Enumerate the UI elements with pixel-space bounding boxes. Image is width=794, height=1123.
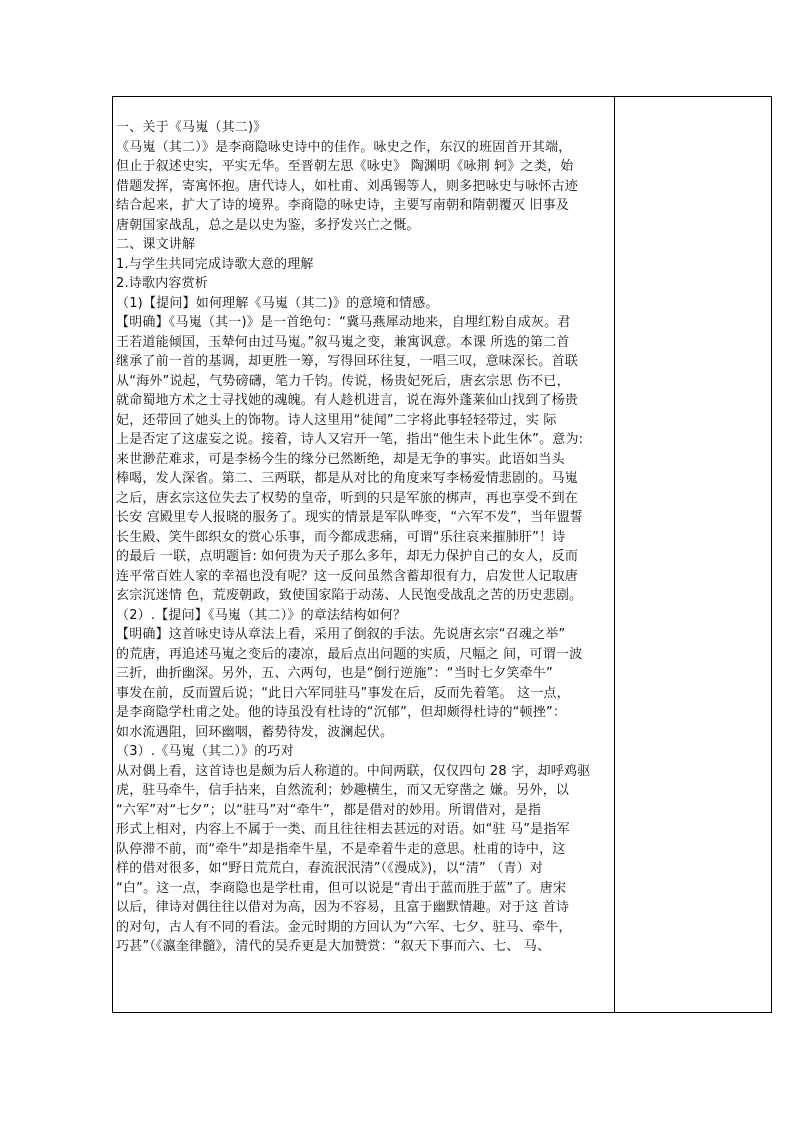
text-line: 1.与学生共同完成诗歌大意的理解 [116,256,314,272]
text-line: 棒喝，发人深省。第二、三两联，都是从对比的角度来写李杨爱情悲剧的。马嵬 [116,471,579,486]
text-line: 但止于叙述史实，平实无华。至晋朝左思《咏史》 陶渊明《咏荆 轲》之类，始 [116,159,574,174]
text-line: 形式上相对，内容上不属于一类、而且往往相去甚远的对语。如“驻 马”是指军 [116,822,570,837]
text-line: 的荒唐，再追述马嵬之变后的凄凉，最后点出问题的实质，尺幅之 间，可谓一波 [116,646,583,662]
question-line: （2）.【提问】《马嵬（其二）》的章法结构如何？ [116,607,407,623]
text-line: 的最后 一联，点明题旨: 如何贵为天子那么多年，却无力保护自己的女人，反而 [116,549,579,564]
text-line: 如水流遇阻，回环幽咽，蓄势待发，波澜起伏。 [116,724,394,740]
text-line: 长安 宫殿里专人报晓的服务了。现实的情景是军队哗变，“六军不发”，当年盟誓 [116,510,584,525]
text-line: 是李商隐学杜甫之处。他的诗虽没有杜诗的“沉郁”，但却颇得杜诗的“顿挫”： [116,705,567,720]
text-line: 玄宗沉迷情 色，荒废朝政，致使国家陷于动荡、人民饱受战乱之苦的历史悲剧。 [116,588,583,603]
text-line: 长生殿、笑牛郎织女的赏心乐事，而今都成悲痛，可谓“乐往哀来摧肺肝”！诗 [116,529,566,545]
text-line: 事发在前，反而置后说；“此日六军同驻马”事发在后，反而先着笔。 这一点， [116,685,570,701]
text-line: 巧甚”（《瀛奎律髓》，清代的吴乔更是大加赞赏：“叙天下事而六、七、 马、 [116,939,551,954]
side-column-cell [614,96,772,1013]
section-heading: 一、关于《马嵬（其二)》 [116,120,267,135]
text-line: 连平常百姓人家的幸福也没有呢？这一反问虽然含蓄却很有力，启发世人记取唐 [116,568,579,584]
text-line: 唐朝国家战乱，总之是以史为鉴，多抒发兴亡之慨。 [116,217,420,233]
text-line: 2.诗歌内容赏析 [116,276,209,291]
text-line: 妃，还带回了她头上的饰物。诗人这里用“徒闻”二字将此事轻轻带过，实 际 [116,412,557,428]
text-line: 借题发挥，寄寓怀抱。唐代诗人，如杜甫、刘禹锡等人，则多把咏史与咏怀古迹 [116,178,579,194]
text-line: 【明确】《马嵬（其一)》是一首绝句：“冀马燕犀动地来，自埋红粉自成灰。君 [116,315,571,330]
text-line: 以后，律诗对偶往往以借对为高，因为不容易，且富于幽默情趣。对于这 首诗 [116,900,570,915]
text-line: “白”。这一点，李商隐也是学杜甫，但可以说是“青出于蓝而胜于蓝”了。唐宋 [116,880,567,896]
text-line: 队停滞不前，而“牵牛”却是指牵牛星，不是牵着牛走的意思。杜甫的诗中，这 [116,841,566,857]
text-line: 三折，曲折幽深。另外，五、六两句，也是“倒行逆施”：“当时七夕笑牵牛” [116,666,553,681]
text-line: 之后，唐玄宗这位失去了权势的皇帝，听到的只是军旅的梆声，再也享受不到在 [116,490,579,506]
text-line: 从“海外”说起，气势磅礴，笔力千钧。传说，杨贵妃死后，唐玄宗思 伤不已， [116,373,570,389]
text-line: 【明确】这首咏史诗从章法上看，采用了倒叙的手法。先说唐玄宗“召魂之举” [116,627,566,642]
question-line: （1)【提问】如何理解《马嵬（其二)》的意境和情感。 [116,295,439,311]
lesson-content [116,118,610,957]
text-line: 从对偶上看，这首诗也是颇为后人称道的。中间两联，仅仅四句 28 字，却呼鸡驱 [116,763,591,779]
text-line: 就命蜀地方术之士寻找她的魂魄。有人趁机进言，说在海外蓬莱仙山找到了杨贵 [116,393,579,408]
text-line: “六军”对“七夕”；以“驻马”对“牵牛”，都是借对的妙用。所谓借对，是指 [116,802,542,818]
text-line: 的对句，古人有不同的看法。金元时期的方回认为“六军、七夕、驻马、牵牛， [116,919,572,935]
text-line: 上是否定了这虚妄之说。接着，诗人又宕开一笔，指出“他生未卜此生休”。意为: [116,432,584,447]
text-line: 《马嵬（其二）》是李商隐咏史诗中的佳作。咏史之作，东汉的班固首开其端， [116,139,572,155]
text-line: 王若道能倾国，玉辇何由过马嵬。”叙马嵬之变，兼寓讽意。本课 所选的第二首 [116,334,570,350]
text-line: 来世渺茫难求，可是李杨今生的缘分已然断绝，却是无争的事实。此语如当头 [116,451,565,467]
section-heading: 二、课文讲解 [116,237,196,252]
text-line: 继承了前一首的基调，却更胜一筹，写得回环往复，一唱三叹，意味深长。首联 [116,354,579,369]
text-line: 结合起来，扩大了诗的境界。李商隐的咏史诗，主要写南朝和隋朝覆灭 旧事及 [116,198,570,213]
question-line: （3）.《马嵬（其二）》的巧对 [116,744,294,759]
text-line: 样的借对很多，如“野日荒荒白，春流泯泯清”（《漫成》)，以“清” （青）对 [116,861,544,876]
text-line: 虎，驻马牵牛，信手拈来，自然流利；妙趣横生，而又无穿凿之 嫌。另外，以 [116,783,570,798]
